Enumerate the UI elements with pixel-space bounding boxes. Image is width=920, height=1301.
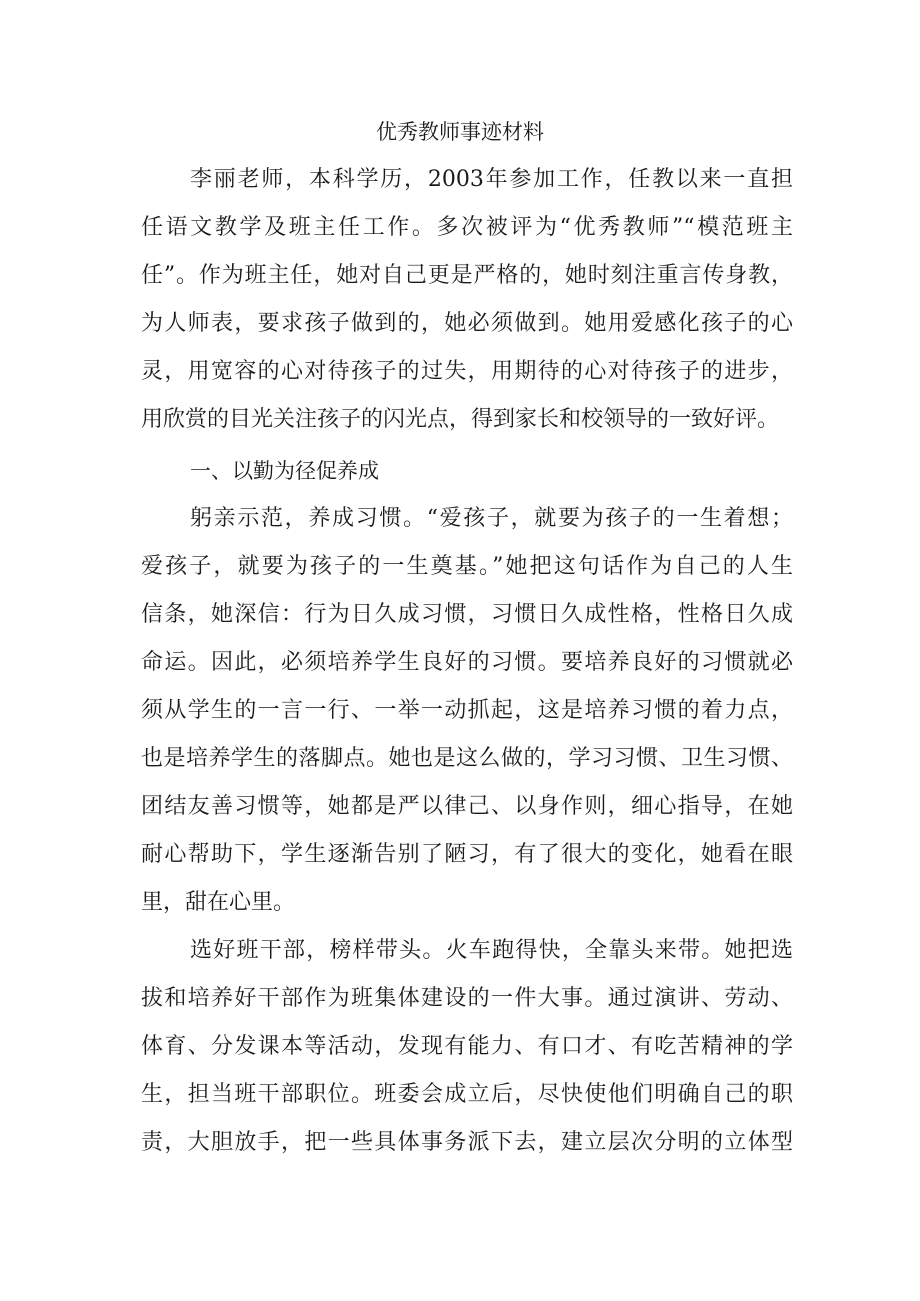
paragraph-1-line: 用欣赏的目光关注孩子的闪光点，得到家长和校领导的一致好评。 bbox=[141, 407, 780, 432]
paragraph-2-line: 须从学生的一言一行、一举一动抓起，这是培养习惯的着力点， bbox=[141, 698, 793, 723]
paragraph-2-line: 里，甜在心里。 bbox=[141, 890, 296, 915]
paragraph-2-line: 耐心帮助下，学生逐渐告别了陋习，有了很大的变化，她看在眼 bbox=[141, 842, 793, 867]
document-title: 优秀教师事迹材料 bbox=[376, 120, 544, 144]
paragraph-2-line: 信条，她深信：行为日久成习惯，习惯日久成性格，性格日久成 bbox=[141, 602, 793, 627]
paragraph-1-line: 灵，用宽容的心对待孩子的过失，用期待的心对待孩子的进步， bbox=[141, 359, 793, 384]
paragraph-3-line: 生，担当班干部职位。班委会成立后，尽快使他们明确自己的职 bbox=[141, 1082, 793, 1107]
paragraph-3-line: 选好班干部，榜样带头。火车跑得快，全靠头来带。她把选 bbox=[190, 938, 793, 963]
paragraph-2-line: 团结友善习惯等，她都是严以律己、以身作则，细心指导，在她 bbox=[141, 794, 793, 819]
paragraph-2-line: 也是培养学生的落脚点。她也是这么做的，学习习惯、卫生习惯、 bbox=[141, 746, 793, 771]
paragraph-3-line: 责，大胆放手，把一些具体事务派下去，建立层次分明的立体型 bbox=[141, 1130, 793, 1155]
paragraph-3-line: 体育、分发课本等活动，发现有能力、有口才、有吃苦精神的学 bbox=[141, 1034, 793, 1059]
paragraph-2-line: 命运。因此，必须培养学生良好的习惯。要培养良好的习惯就必 bbox=[141, 650, 793, 675]
paragraph-1-line: 李丽老师，本科学历，2003年参加工作，任教以来一直担 bbox=[190, 167, 793, 192]
paragraph-2-line: 爱孩子，就要为孩子的一生奠基。”她把这句话作为自己的人生 bbox=[141, 554, 793, 579]
paragraph-2-line: 躬亲示范，养成习惯。“爱孩子，就要为孩子的一生着想； bbox=[190, 506, 793, 531]
section-heading: 一、以勤为径促养成 bbox=[190, 459, 379, 483]
paragraph-1-line: 任语文教学及班主任工作。多次被评为“优秀教师”“模范班主 bbox=[141, 215, 793, 240]
paragraph-1-line: 为人师表，要求孩子做到的，她必须做到。她用爱感化孩子的心 bbox=[141, 311, 793, 336]
paragraph-1-line: 任”。作为班主任，她对自己更是严格的，她时刻注重言传身教， bbox=[141, 263, 793, 288]
paragraph-3-line: 拔和培养好干部作为班集体建设的一件大事。通过演讲、劳动、 bbox=[141, 986, 793, 1011]
